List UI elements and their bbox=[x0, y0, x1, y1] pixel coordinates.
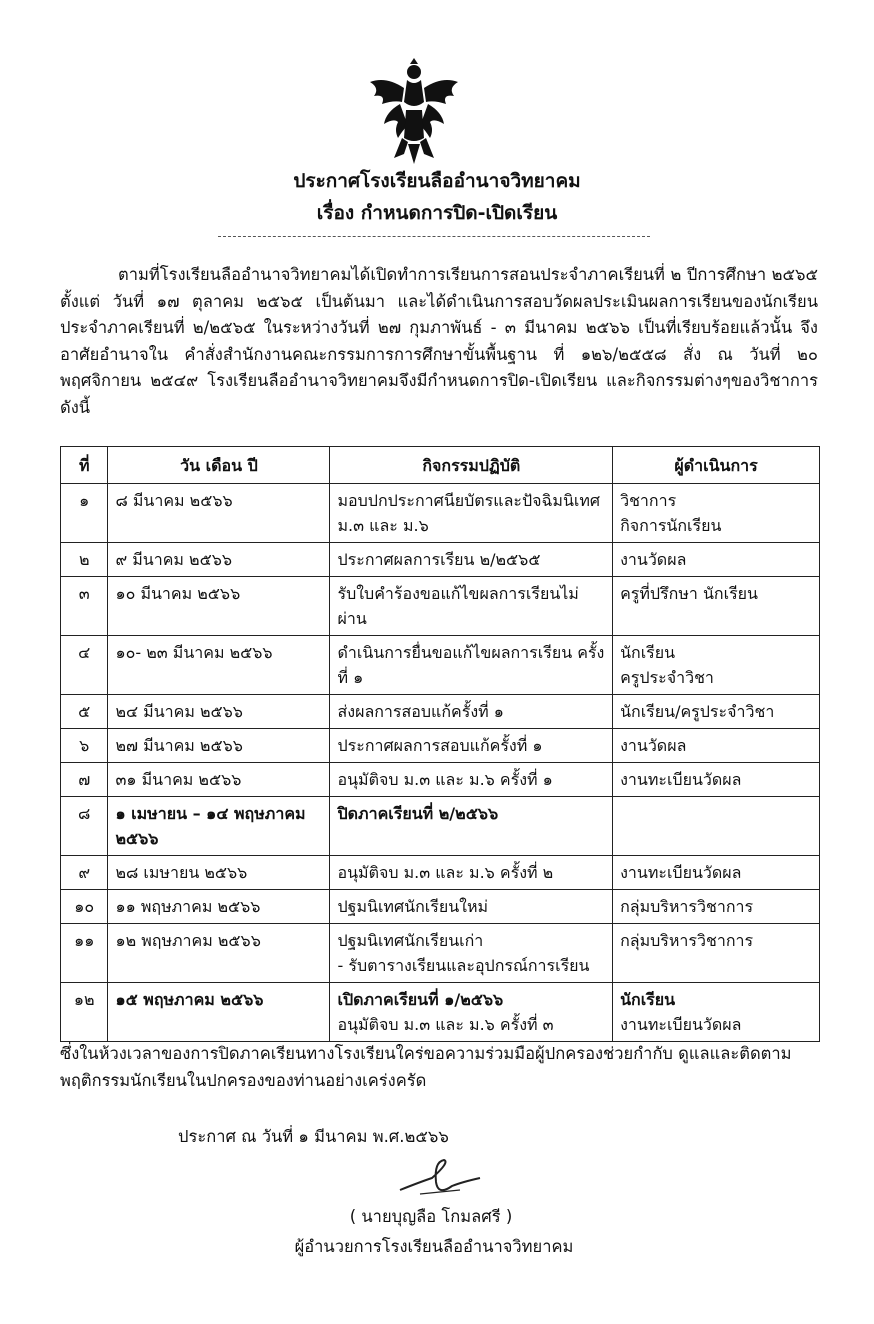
separator bbox=[218, 236, 650, 237]
row-activity: ปฐมนิเทศนักเรียนใหม่ bbox=[330, 890, 613, 924]
row-activity: ดำเนินการยื่นขอแก้ไขผลการเรียน ครั้งที่ ๑ bbox=[330, 636, 613, 695]
row-date: ๘ มีนาคม ๒๕๖๖ bbox=[108, 484, 330, 543]
row-activity: อนุมัติจบ ม.๓ และ ม.๖ ครั้งที่ ๒ bbox=[330, 856, 613, 890]
table-row bbox=[61, 543, 820, 577]
row-responsible bbox=[613, 983, 820, 1042]
row-activity: อนุมัติจบ ม.๓ และ ม.๖ ครั้งที่ ๑ bbox=[330, 763, 613, 797]
row-responsible bbox=[613, 484, 820, 543]
table-row bbox=[61, 577, 820, 636]
row-date: ๑๐ มีนาคม ๒๕๖๖ bbox=[108, 577, 330, 636]
row-date: ๑๕ พฤษภาคม ๒๕๖๖ bbox=[108, 983, 330, 1042]
activity-line: อนุมัติจบ ม.๓ และ ม.๖ ครั้งที่ ๓ bbox=[337, 1015, 554, 1034]
table-row bbox=[61, 729, 820, 763]
table-row bbox=[61, 983, 820, 1042]
row-responsible: งานทะเบียนวัดผล bbox=[613, 856, 820, 890]
row-date: ๓๑ มีนาคม ๒๕๖๖ bbox=[108, 763, 330, 797]
row-responsible: งานทะเบียนวัดผล bbox=[613, 763, 820, 797]
closing-paragraph: ซึ่งในห้วงเวลาของการปิดภาคเรียนทางโรงเรียนใคร่ขอความร่วมมือผู้ปกครองช่วยกำกับ ดูแลและติดตามพฤติกรรมนักเรียนในปกครองของท่านอย่างเคร่งครัด bbox=[60, 1044, 792, 1090]
row-responsible bbox=[613, 636, 820, 695]
row-date: ๑๐- ๒๓ มีนาคม ๒๕๖๖ bbox=[108, 636, 330, 695]
row-responsible: นักเรียน/ครูประจำวิชา bbox=[613, 695, 820, 729]
table-header-row bbox=[61, 447, 820, 484]
activity-line: - รับตารางเรียนและอุปกรณ์การเรียน bbox=[337, 956, 590, 975]
responsible-line: นักเรียน bbox=[620, 643, 676, 662]
intro-paragraph: ตามที่โรงเรียนลืออำนาจวิทยาคมได้เปิดทำการเรียนการสอนประจำภาคเรียนที่ ๒ ปีการศึกษา ๒๕๖๕ ตั้งแต่ วันที่ ๑๗ ตุลาคม ๒๕๖๕ เป็นต้นมา และได้ดำเนินการสอบวัดผลประเมินผลการเรียนของนักเรียนประจำภาคเรียนที่ ๒/๒๕๖๕ ในระหว่างวันที่ ๒๗ กุมภาพันธ์ - ๓ มีนาคม ๒๕๖๖ เป็นที่เรียบร้อยแล้วนั้น จึงอาศัยอำนาจใน คำสั่งสำนักงานคณะกรรมการการศึกษาขั้นพื้นฐาน ที่ ๑๒๖/๒๕๕๘ สั่ง ณ วันที่ ๒๐ พฤศจิกายน ๒๕๔๙ โรงเรียนลืออำนาจวิทยาคมจึงมีกำหนดการปิด-เปิดเรียน และกิจกรรมต่างๆของวิชาการดังนี้ bbox=[60, 265, 818, 417]
row-activity bbox=[330, 983, 613, 1042]
announcement-title: ประกาศโรงเรียนลืออำนาจวิทยาคม bbox=[293, 170, 581, 192]
row-no: ๒ bbox=[61, 543, 108, 577]
responsible-line: งานทะเบียนวัดผล bbox=[620, 1015, 742, 1034]
row-no: ๗ bbox=[61, 763, 108, 797]
row-activity: รับใบคำร้องขอแก้ไขผลการเรียนไม่ผ่าน bbox=[330, 577, 613, 636]
row-date: ๑๑ พฤษภาคม ๒๕๖๖ bbox=[108, 890, 330, 924]
row-no: ๑๑ bbox=[61, 924, 108, 983]
row-activity: มอบปกประกาศนียบัตรและปัจฉิมนิเทศ ม.๓ และ ม.๖ bbox=[330, 484, 613, 543]
row-date: ๒๘ เมษายน ๒๕๖๖ bbox=[108, 856, 330, 890]
header-date: วัน เดือน ปี bbox=[108, 447, 330, 484]
row-responsible: กลุ่มบริหารวิชาการ bbox=[613, 890, 820, 924]
announcement-subject: เรื่อง กำหนดการปิด-เปิดเรียน bbox=[316, 202, 558, 224]
row-no: ๓ bbox=[61, 577, 108, 636]
row-activity: ประกาศผลการสอบแก้ครั้งที่ ๑ bbox=[330, 729, 613, 763]
table-row bbox=[61, 797, 820, 856]
table-row bbox=[61, 695, 820, 729]
table-row bbox=[61, 484, 820, 543]
row-no: ๑๒ bbox=[61, 983, 108, 1042]
row-no: ๘ bbox=[61, 797, 108, 856]
row-no: ๔ bbox=[61, 636, 108, 695]
row-no: ๙ bbox=[61, 856, 108, 890]
header-responsible: ผู้ดำเนินการ bbox=[613, 447, 820, 484]
row-date: ๑ เมษายน – ๑๔ พฤษภาคม ๒๕๖๖ bbox=[108, 797, 330, 856]
table-row bbox=[61, 856, 820, 890]
row-responsible: งานวัดผล bbox=[613, 543, 820, 577]
row-date: ๒๗ มีนาคม ๒๕๖๖ bbox=[108, 729, 330, 763]
row-responsible bbox=[613, 797, 820, 856]
responsible-line: วิชาการ bbox=[620, 491, 677, 510]
header-no: ที่ bbox=[61, 447, 108, 484]
schedule-table bbox=[60, 446, 820, 1042]
responsible-line: ครูประจำวิชา bbox=[620, 668, 714, 687]
signature-icon bbox=[390, 1152, 490, 1202]
row-activity: ปิดภาคเรียนที่ ๒/๒๕๖๖ bbox=[330, 797, 613, 856]
signer-position: ผู้อำนวยการโรงเรียนลืออำนาจวิทยาคม bbox=[294, 1237, 574, 1256]
table-row bbox=[61, 924, 820, 983]
row-responsible: งานวัดผล bbox=[613, 729, 820, 763]
row-date: ๙ มีนาคม ๒๕๖๖ bbox=[108, 543, 330, 577]
signer-name: ( นายบุญลือ โกมลศรี ) bbox=[349, 1207, 513, 1226]
row-responsible: ครูที่ปรึกษา นักเรียน bbox=[613, 577, 820, 636]
row-no: ๕ bbox=[61, 695, 108, 729]
table-row bbox=[61, 890, 820, 924]
table-row bbox=[61, 763, 820, 797]
row-activity: ส่งผลการสอบแก้ครั้งที่ ๑ bbox=[330, 695, 613, 729]
header-activity: กิจกรรมปฏิบัติ bbox=[330, 447, 613, 484]
row-activity bbox=[330, 924, 613, 983]
activity-line: ปฐมนิเทศนักเรียนเก่า bbox=[337, 931, 484, 950]
row-no: ๑๐ bbox=[61, 890, 108, 924]
row-activity: ประกาศผลการเรียน ๒/๒๕๖๕ bbox=[330, 543, 613, 577]
row-responsible: กลุ่มบริหารวิชาการ bbox=[613, 924, 820, 983]
responsible-line: กิจการนักเรียน bbox=[620, 516, 722, 535]
table-row bbox=[61, 636, 820, 695]
row-date: ๒๔ มีนาคม ๒๕๖๖ bbox=[108, 695, 330, 729]
activity-line: เปิดภาคเรียนที่ ๑/๒๕๖๖ bbox=[337, 990, 504, 1009]
responsible-line: นักเรียน bbox=[620, 990, 676, 1009]
row-date: ๑๒ พฤษภาคม ๒๕๖๖ bbox=[108, 924, 330, 983]
garuda-emblem-icon bbox=[364, 58, 464, 166]
row-no: ๖ bbox=[61, 729, 108, 763]
announcement-date: ประกาศ ณ วันที่ ๑ มีนาคม พ.ศ.๒๕๖๖ bbox=[178, 1127, 449, 1146]
row-no: ๑ bbox=[61, 484, 108, 543]
